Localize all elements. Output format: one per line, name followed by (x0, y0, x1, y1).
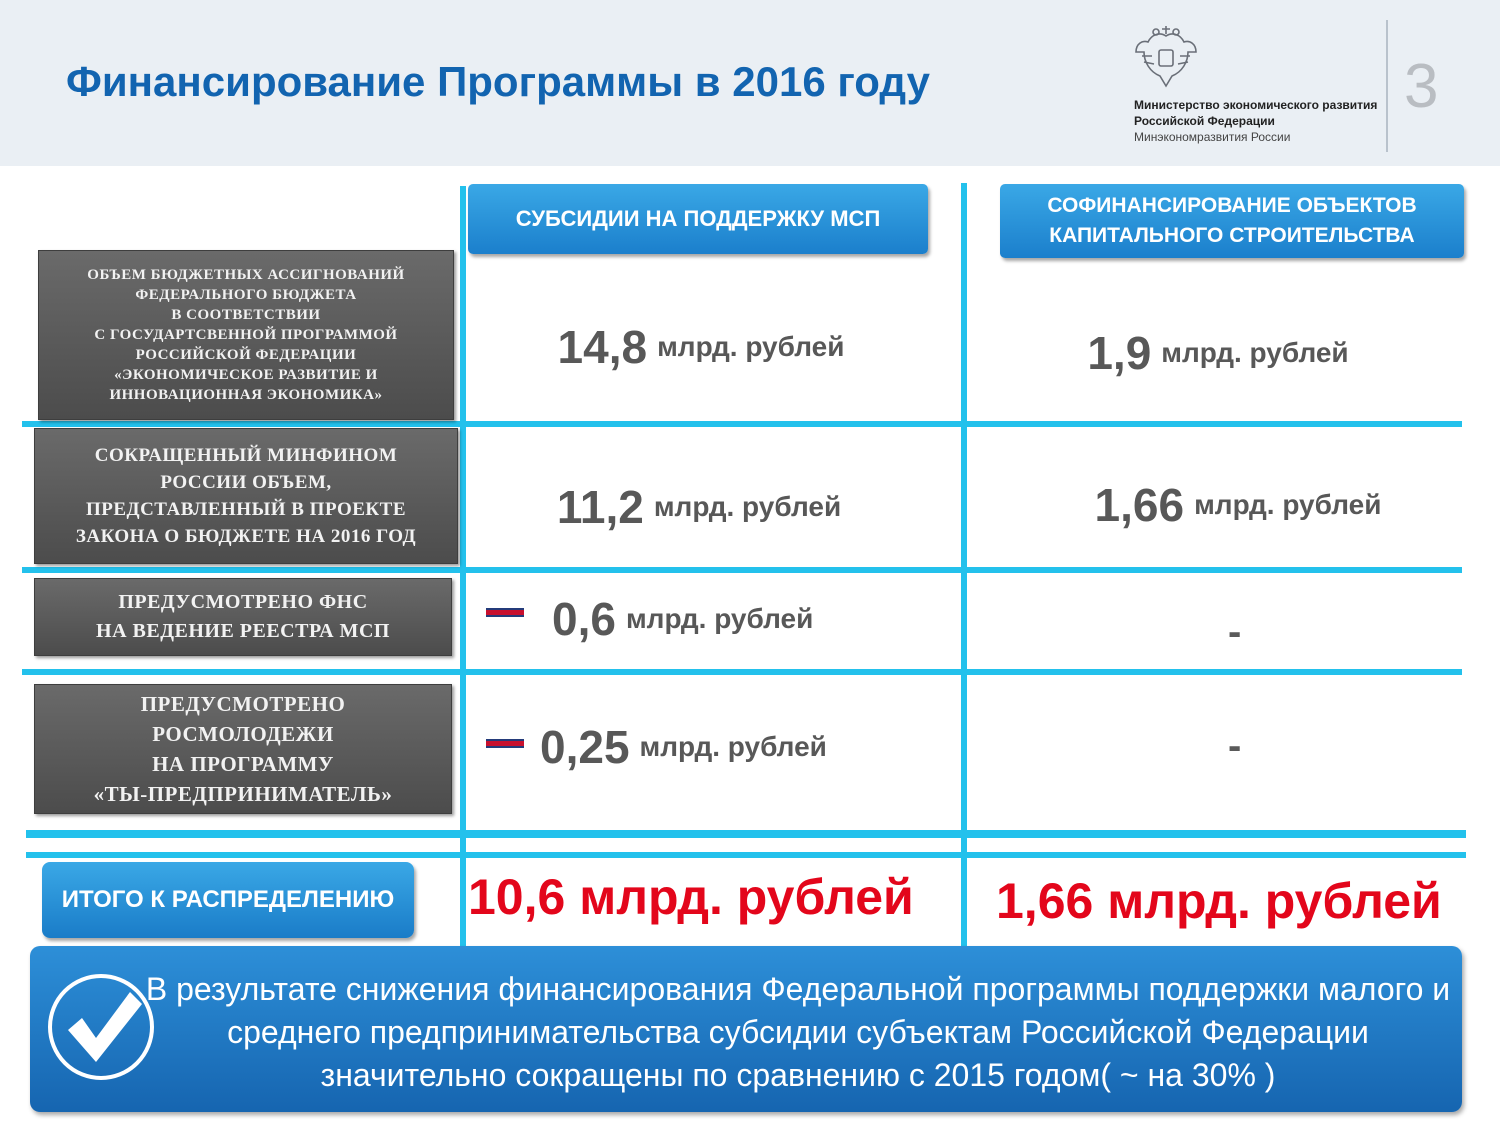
grid-line-horizontal (26, 852, 1466, 858)
value-unit: млрд. рублей (625, 603, 814, 634)
page-number: 3 (1404, 52, 1439, 121)
value-number: 11,2 (556, 481, 644, 533)
row-label-rosmolodezh: ПРЕДУСМОТРЕНО РОСМОЛОДЕЖИ НА ПРОГРАММУ «ТЫ-ПРЕДПРИНИМАТЕЛЬ» (34, 684, 452, 814)
minus-icon (486, 608, 524, 617)
grid-line-horizontal (26, 830, 1466, 838)
ministry-name (1134, 97, 1377, 145)
slide-header (0, 0, 1500, 166)
value-row2-col1 (466, 472, 932, 542)
value-row1-col2 (968, 318, 1468, 388)
value-number: 1,9 (1087, 327, 1152, 379)
column-header-cofinancing: СОФИНАНСИРОВАНИЕ ОБЪЕКТОВ КАПИТАЛЬНОГО СТРОИТЕЛЬСТВА (1000, 184, 1464, 258)
value-row4-col1 (530, 712, 890, 782)
total-cofinancing: 1,66 млрд. рублей (996, 873, 1442, 929)
value-row3-col1 (540, 584, 860, 654)
grid-line-horizontal (22, 567, 1462, 573)
value-row3-col2: - (1228, 610, 1242, 654)
value-unit: млрд. рублей (653, 491, 842, 522)
total-label: ИТОГО К РАСПРЕДЕЛЕНИЮ (42, 862, 414, 938)
minus-icon (486, 739, 524, 748)
value-number: 14,8 (557, 321, 648, 373)
total-subsidies: 10,6 млрд. рублей (468, 869, 914, 925)
coat-of-arms-icon (1130, 22, 1202, 92)
grid-line-horizontal (22, 669, 1462, 675)
row-label-budget-allocations: ОБЪЕМ БЮДЖЕТНЫХ АССИГНОВАНИЙ ФЕДЕРАЛЬНОГО БЮДЖЕТА В СООТВЕТСТВИИ С ГОСУДАРТСВЕННОЙ ПРОГРАММОЙ РОССИЙСКОЙ ФЕДЕРАЦИИ «ЭКОНОМИЧЕСКОЕ РАЗВИТИЕ И ИННОВАЦИОННАЯ ЭКОНОМИКА» (38, 250, 454, 420)
page-title: Финансирование Программы в 2016 году (66, 58, 930, 105)
checkmark-icon (48, 974, 154, 1080)
ministry-line-2: Российской Федерации (1134, 114, 1275, 128)
value-row2-col2 (968, 470, 1500, 540)
column-header-subsidies: СУБСИДИИ НА ПОДДЕРЖКУ МСП (468, 184, 928, 254)
value-row4-col2: - (1228, 724, 1242, 768)
value-unit: млрд. рублей (639, 731, 827, 762)
conclusion-banner (30, 946, 1462, 1112)
grid-line-horizontal (22, 421, 1462, 427)
ministry-line-1: Министерство экономического развития (1134, 98, 1378, 112)
value-unit: млрд. рублей (657, 331, 845, 362)
header-divider (1386, 20, 1388, 152)
value-unit: млрд. рублей (1194, 489, 1382, 520)
ministry-line-3: Минэкономразвития России (1134, 130, 1291, 144)
value-number: 0,6 (552, 593, 616, 645)
value-number: 0,25 (540, 721, 630, 773)
row-label-fns-registry: ПРЕДУСМОТРЕНО ФНС НА ВЕДЕНИЕ РЕЕСТРА МСП (34, 578, 452, 656)
value-row1-col1 (466, 312, 936, 382)
row-label-minfin-reduced: СОКРАЩЕННЫЙ МИНФИНОМ РОССИИ ОБЪЕМ, ПРЕДСТАВЛЕННЫЙ В ПРОЕКТЕ ЗАКОНА О БЮДЖЕТЕ НА 2016 ГОД (34, 428, 458, 564)
value-unit: млрд. рублей (1161, 337, 1349, 368)
conclusion-text: В результате снижения финансирования Федеральной программы поддержки малого и среднего предпринимательства субсидии субъектам Российской Федерации значительно сокращены по сравнению с 2015 годом( ~ на 30% ) (145, 971, 1451, 1093)
value-number: 1,66 (1094, 479, 1185, 531)
